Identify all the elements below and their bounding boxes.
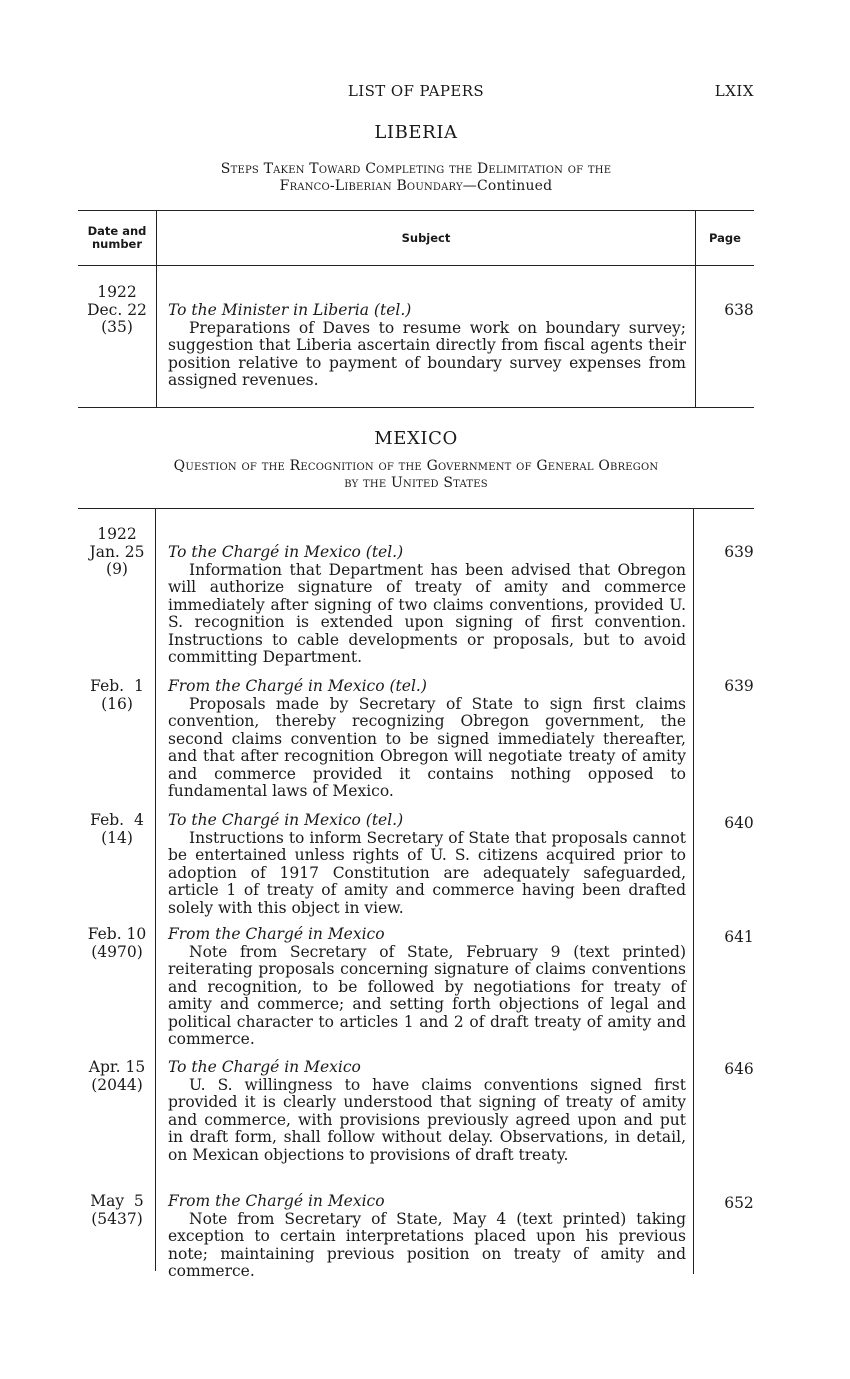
entry-date [78,284,156,337]
entry-date-number: (4970) [91,942,143,961]
entry-body: Note from Secretary of State, May 4 (text printed) taking exception to certain interpretations placed upon his previous note; maintaining previous position on treaty of amity and commerce. [168,1209,686,1280]
entry-page: 639 [724,677,754,695]
entry-page: 652 [724,1194,754,1212]
entry-body: Instructions to inform Secretary of State that proposals cannot be entertained unless rights of U. S. citizens acquired prior to adoption of 1917 Constitution are adequately safeguarded, article 1 of treaty of amity and commerce having been drafted solely with this object in view. [168,828,686,917]
entry-page: 640 [724,814,754,832]
liberia-subject-line2-tail: —Continued [462,178,553,194]
entry-heading: From the Chargé in Mexico [168,925,385,943]
entry-date [78,526,156,579]
liberia-table-bottom-rule [78,407,754,408]
entry-body: Note from Secretary of State, February 9 (text printed) reiterating proposals concerning signature of claims conventions and recognition, to be followed by negotiations for treaty of amity and commerce; and setting forth objections of legal and political character to articles 1 and 2 of draft treaty of amity and commerce. [168,942,686,1048]
entry-text [168,544,686,667]
entry-text [168,678,686,801]
running-head-title: LIST OF PAPERS [347,82,485,100]
mexico-table-top-rule [78,508,754,509]
entry-date [78,926,156,961]
entry-text [168,302,686,390]
entry-heading: To the Chargé in Mexico [168,1058,361,1076]
entry-heading: From the Chargé in Mexico (tel.) [168,677,427,695]
mexico-subject-line2: by the United States [344,475,488,491]
entry-date-day: May 5 [90,1192,144,1210]
column-header-date [78,225,156,251]
entry-date-number: (5437) [91,1209,143,1228]
entry-text [168,1059,686,1164]
entry-date-year: 1922 [97,525,137,543]
running-head [78,82,754,102]
entry-heading: To the Chargé in Mexico (tel.) [168,811,404,829]
entry-page: 639 [724,543,754,561]
entry-date-day: Feb. 10 [87,925,147,943]
entry-heading: From the Chargé in Mexico [168,1192,385,1210]
running-head-page-number: LXIX [714,82,754,100]
column-header-date-line2: number [91,237,143,251]
entry-date-number: (2044) [91,1075,143,1094]
entry-date-day: Feb. 4 [90,811,144,829]
entry-date-day: Apr. 15 [88,1058,146,1076]
entry-page: 638 [724,301,754,319]
liberia-subject-line2 [78,178,754,195]
column-header-date-line1: Date and [87,224,147,238]
mexico-country-heading: MEXICO [374,428,458,449]
entry-date-day: Feb. 1 [90,677,144,695]
entry-heading: To the Chargé in Mexico (tel.) [168,543,404,561]
mexico-subject-line1: Question of the Recognition of the Government of General Obregon [173,458,659,474]
entry-text [168,926,686,1049]
entry-body: Proposals made by Secretary of State to sign first claims convention, thereby recognizing Obregon government, the second claims convention to be signed immediately thereafter, and that after recognition Obregon will negotiate treaty of amity and commerce provided it contains nothing opposed to fundamental laws of Mexico. [168,694,686,800]
table-header-rule [78,265,754,266]
column-header-subject: Subject [401,231,451,245]
entry-body: U. S. willingness to have claims conventions signed first provided it is clearly understood that signing of treaty of amity and commerce, with provisions previously agreed upon and put in draft form, shall follow without delay. Observations, in detail, on Mexican objections to provisions of draft treaty. [168,1075,686,1164]
entry-text [168,812,686,917]
entry-page: 641 [724,928,754,946]
entry-date-number: (35) [101,318,133,336]
entry-body: Information that Department has been advised that Obregon will authorize signature of treaty of amity and commerce immediately after signing of two claims conventions, provided U. S. recognition is extended upon signing of first convention. Instructions to cable developments or proposals, but to avoid committing Department. [168,560,686,666]
entry-date [78,1059,156,1094]
entry-date-year: 1922 [97,283,137,301]
entry-date-day: Jan. 25 [89,542,145,561]
liberia-subject-line2-smallcaps: Franco-Liberian Boundary [279,178,463,194]
entry-date [78,812,156,847]
mexico-column-divider-right [693,509,694,1274]
entry-date-day: Dec. 22 [87,300,147,319]
liberia-subject-line1: Steps Taken Toward Completing the Delimitation of the [220,161,612,177]
entry-body: Preparations of Daves to resume work on boundary survey; suggestion that Liberia ascertain directly from fiscal agents their position relative to payment of boundary survey expenses from assigned revenues. [168,318,686,389]
mexico-column-divider-left [155,509,156,1271]
entry-date [78,1193,156,1228]
entry-date [78,678,156,713]
column-header-page: Page [709,231,741,245]
table-top-rule [78,210,754,211]
liberia-country-heading: LIBERIA [374,122,458,143]
entry-heading: To the Minister in Liberia (tel.) [168,301,412,319]
entry-page: 646 [724,1060,754,1078]
entry-date-number: (16) [101,694,133,713]
entry-date-number: (9) [106,560,128,578]
entry-date-number: (14) [101,828,133,847]
entry-text [168,1193,686,1281]
